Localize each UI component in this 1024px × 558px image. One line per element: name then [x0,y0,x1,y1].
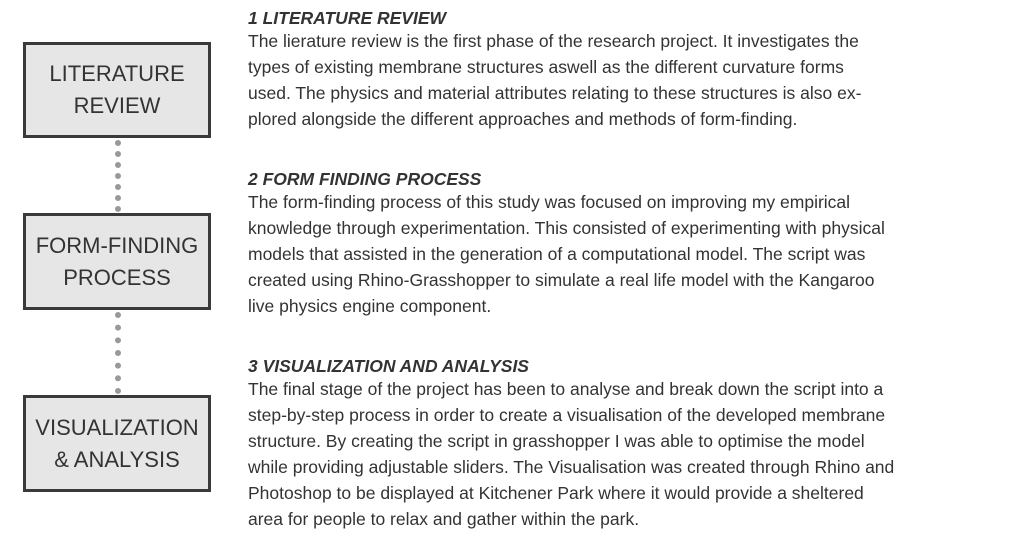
stage-label-line: PROCESS [63,264,171,290]
body-line: used. The physics and material attributes relating to these structures is also ex- [248,82,862,103]
stage-box-literature-review [23,42,211,138]
stage-box-visualization [23,395,211,492]
stage-label-line: LITERATURE [49,61,185,86]
body-line: area for people to relax and gather within the park. [248,508,640,529]
body-line: live physics engine component. [248,295,492,316]
dotted-connector [115,140,123,212]
section-heading: 1 LITERATURE REVIEW [248,8,447,28]
section-body [248,377,1018,532]
stage-label-line: FORM-FINDING [35,232,199,258]
stage-label-line: VISUALIZATION [35,414,199,440]
dotted-connector [115,312,123,394]
section-literature-review [248,7,1018,133]
section-visualization [248,355,1018,532]
stage-label [26,58,208,122]
body-line: models that assisted in the generation of a computational model. The script was [248,243,866,264]
body-line: The form-finding process of this study was focused on improving my empirical [248,192,851,212]
body-line: The lierature review is the first phase of the research project. It investigates the [248,31,859,51]
body-line: plored alongside the different approaches and methods of form-finding. [248,108,798,129]
section-body [248,190,1018,320]
body-line: created using Rhino-Grasshopper to simulate a real life model with the Kangaroo [248,269,875,290]
body-line: while providing adjustable sliders. The Visualisation was created through Rhino and [248,456,895,477]
stage-label-line: & ANALYSIS [54,446,180,472]
body-line: types of existing membrane structures aswell as the different curvature forms [248,56,844,77]
body-line: Photoshop to be displayed at Kitchener Park where it would provide a sheltered [248,482,864,503]
stage-label-line: REVIEW [73,93,161,118]
body-line: The final stage of the project has been to analyse and break down the script into a [248,379,884,399]
stage-label [26,412,208,476]
section-body [248,29,1018,133]
body-line: step-by-step process in order to create a visualisation of the developed membrane [248,404,886,425]
section-heading: 3 VISUALIZATION AND ANALYSIS [248,356,529,376]
body-line: structure. By creating the script in grasshopper I was able to optimise the model [248,430,865,451]
stage-label [26,230,208,294]
section-heading: 2 FORM FINDING PROCESS [248,169,482,189]
body-line: knowledge through experimentation. This consisted of experimenting with physical [248,217,885,238]
stage-box-form-finding [23,213,211,310]
section-form-finding [248,168,1018,320]
